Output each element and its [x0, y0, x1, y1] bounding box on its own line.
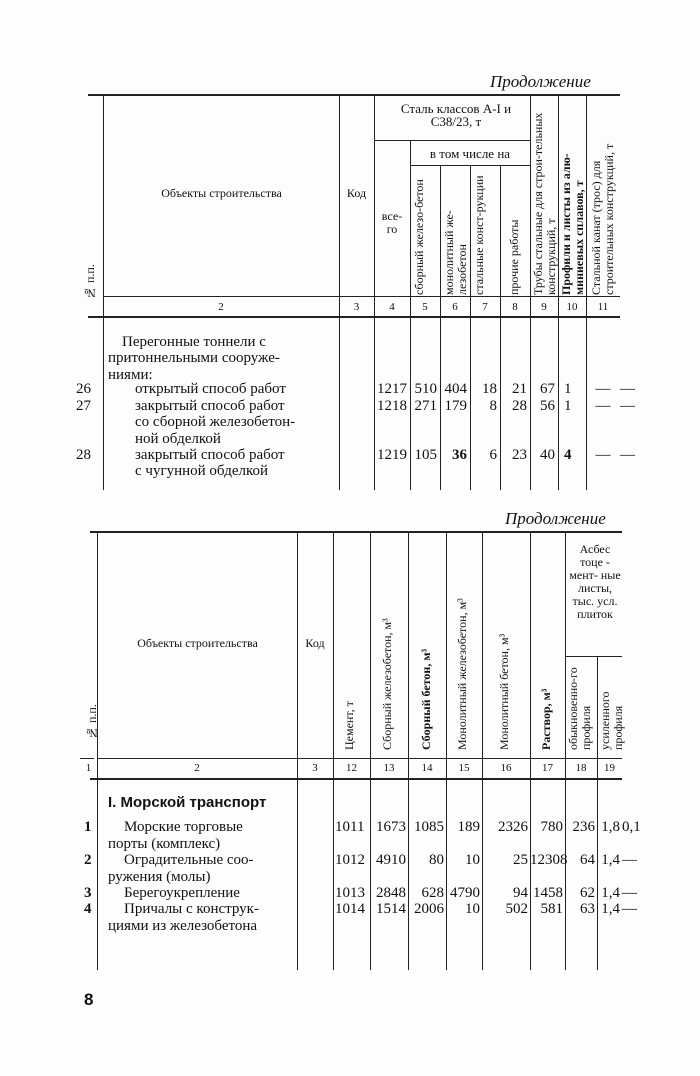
cell-value: 1514	[376, 901, 406, 917]
cell-value: 2006	[414, 901, 444, 917]
header-divider	[103, 296, 620, 297]
cell-value: 64	[580, 852, 595, 868]
column-number: 13	[383, 762, 395, 774]
cell-value: 1,4	[601, 852, 620, 868]
header-c5: сборный железо-бетон	[412, 179, 426, 295]
continuation-label-1: Продолжение	[490, 72, 591, 91]
cell-value: 8	[489, 398, 497, 414]
cell-value: —	[620, 447, 635, 463]
column-number: 19	[604, 762, 615, 774]
column-rule	[500, 165, 501, 490]
cell-value: 1	[564, 398, 572, 414]
column-number: 18	[575, 762, 587, 774]
row-label: Морские торговые	[124, 819, 243, 835]
cell-value: 6	[489, 447, 497, 463]
cell-value: 18	[482, 381, 497, 397]
header-c8: прочие работы	[507, 219, 521, 295]
row-label: Перегонные тоннели с	[122, 334, 266, 350]
column-number: 11	[597, 301, 609, 313]
row-label: Берегоукрепление	[124, 885, 240, 901]
header-total: все-го	[381, 209, 403, 236]
header-c11: Стальной канат (трос) для строительных конструкций, т	[589, 143, 616, 295]
cell-value: —	[620, 381, 635, 397]
header-steel: Сталь классов А-I и С38/23, т	[400, 101, 512, 129]
row-label: закрытый способ работ	[135, 398, 285, 414]
row-label: открытый способ работ	[135, 381, 286, 397]
cell-value: 4910	[376, 852, 406, 868]
header-c14: Сборный бетон, м³	[419, 648, 433, 750]
row-number: 27	[76, 398, 91, 414]
cell-value: 1,8	[601, 819, 620, 835]
cell-value: 271	[414, 398, 437, 414]
cell-value: 62	[580, 885, 595, 901]
column-number: 1	[85, 762, 92, 774]
cell-value: 1218	[377, 398, 407, 414]
column-number: 15	[458, 762, 470, 774]
header-c17: Раствор, м³	[539, 688, 553, 750]
header-c7: стальные конст-рукции	[472, 175, 486, 295]
column-number: 12	[346, 762, 357, 774]
row-number: 2	[84, 852, 92, 868]
column-rule	[470, 165, 471, 490]
column-number: 17	[542, 762, 553, 774]
section-heading: I. Морской транспорт	[108, 794, 267, 811]
cell-value: 1011	[335, 819, 365, 835]
row-label: ружения (молы)	[108, 869, 211, 885]
header-c16: Монолитный бетон, м³	[497, 633, 511, 750]
cell-value: —	[595, 398, 611, 414]
column-rule	[339, 94, 340, 490]
cell-value: 236	[572, 819, 595, 835]
header-divider	[97, 758, 622, 759]
cell-value: 21	[512, 381, 527, 397]
row-number: 26	[76, 381, 91, 397]
cell-value: 12308	[530, 852, 568, 868]
cell-value: 1	[564, 381, 572, 397]
cell-value: 56	[540, 398, 555, 414]
cell-value: 628	[421, 885, 444, 901]
cell-value: 23	[512, 447, 527, 463]
row-label: ной обделкой	[135, 430, 221, 447]
cell-value: 4	[564, 447, 572, 463]
cell-value: 67	[540, 381, 555, 397]
cell-value: 1458	[533, 885, 563, 901]
cell-value: —	[595, 447, 611, 463]
row-number: 28	[76, 447, 91, 463]
cell-value: 502	[505, 901, 528, 917]
column-number: 14	[421, 762, 433, 774]
column-number: 16	[500, 762, 512, 774]
column-rule	[440, 165, 441, 490]
column-rule	[97, 531, 98, 970]
column-rule	[597, 656, 598, 970]
cell-value: —	[622, 885, 637, 901]
cell-value: —	[620, 398, 635, 414]
cell-value: 10	[465, 852, 480, 868]
header-objects-2: Объекты строительства	[137, 636, 258, 650]
header-num-2: № п.п.	[85, 704, 99, 740]
header-num: № п.п.	[83, 264, 97, 300]
column-number: 2	[194, 762, 200, 774]
cell-value: 189	[457, 819, 480, 835]
column-number: 9	[541, 301, 547, 313]
column-rule	[103, 94, 104, 490]
column-number: 4	[389, 301, 395, 313]
cell-value: 28	[512, 398, 527, 414]
cell-value: 25	[513, 852, 528, 868]
header-c6: монолитный же-лезобетон	[442, 210, 469, 295]
cell-value: 179	[444, 398, 467, 414]
cell-value: 40	[540, 447, 555, 463]
column-rule	[530, 94, 531, 490]
cell-value: 80	[429, 852, 444, 868]
column-number: 8	[512, 301, 518, 313]
header-c13: Сборный железобетон, м³	[380, 618, 394, 750]
header-including: в том числе на	[429, 146, 511, 161]
cell-value: 1,4	[601, 901, 620, 917]
header-c10: Профили и листы из алю-миниевых сплавов, т	[559, 153, 586, 295]
cell-value: 2848	[376, 885, 406, 901]
header-asbestos: Асбес тоце - мент- ные листы, тыс. усл. плиток	[569, 542, 621, 621]
cell-value: 1014	[335, 901, 365, 917]
column-rule	[410, 140, 411, 490]
column-rule	[297, 531, 298, 970]
cell-value: 4790	[450, 885, 480, 901]
cell-value: 2326	[498, 819, 528, 835]
column-number: 10	[566, 301, 578, 313]
cell-value: 1217	[377, 381, 407, 397]
cell-value: 94	[513, 885, 528, 901]
cell-value: 1673	[376, 819, 406, 835]
row-label: циями из железобетона	[108, 918, 258, 934]
column-rule	[586, 94, 587, 490]
header-c15: Монолитный железобетон, м³	[455, 598, 469, 750]
cell-value: 404	[444, 381, 467, 397]
row-label: со сборной железобетон-	[135, 414, 296, 431]
column-rule	[374, 94, 375, 490]
cell-value: 581	[540, 901, 563, 917]
cell-value: 1,4	[601, 885, 620, 901]
column-number: 6	[452, 301, 458, 313]
row-label: ниями:	[108, 366, 153, 383]
column-number: 3	[312, 762, 318, 774]
cell-value: 0,1	[622, 819, 641, 835]
header-c19: усиленного профиля	[598, 691, 625, 750]
row-number: 4	[84, 901, 92, 917]
header-objects: Объекты строительства	[161, 186, 282, 200]
cell-value: —	[595, 381, 611, 397]
cell-value: 1219	[377, 447, 407, 463]
row-label: Оградительные соо-	[124, 852, 254, 868]
row-number: 3	[84, 885, 92, 901]
header-c9: Трубы стальные для строи-тельных конструкций, т	[531, 112, 558, 295]
header-divider	[80, 758, 94, 759]
cell-value: 510	[414, 381, 437, 397]
column-number: 5	[422, 301, 428, 313]
cell-value: 1085	[414, 819, 444, 835]
cell-value: 780	[540, 819, 563, 835]
column-number: 3	[353, 301, 360, 313]
cell-value: 36	[452, 447, 467, 463]
cell-value: —	[622, 901, 637, 917]
header-code-2: Код	[305, 636, 325, 650]
header-code: Код	[346, 186, 367, 200]
cell-value: —	[622, 852, 637, 868]
column-number: 2	[218, 301, 224, 313]
header-c12: Цемент, т	[342, 701, 356, 750]
row-label: закрытый способ работ	[135, 447, 285, 463]
cell-value: 1012	[335, 852, 365, 868]
cell-value: 105	[414, 447, 437, 463]
column-number: 7	[482, 301, 488, 313]
row-number: 1	[84, 819, 92, 835]
continuation-label-2: Продолжение	[505, 509, 606, 528]
page-number: 8	[84, 990, 94, 1009]
row-label: порты (комплекс)	[108, 836, 221, 852]
row-label: притоннельными сооруже-	[108, 350, 280, 367]
cell-value: 63	[580, 901, 595, 917]
header-c18: обыкновенно-го профиля	[566, 667, 593, 750]
row-label: Причалы с конструк-	[124, 901, 259, 917]
column-rule	[558, 94, 559, 490]
cell-value: 10	[465, 901, 480, 917]
cell-value: 1013	[335, 885, 365, 901]
row-label: с чугунной обделкой	[135, 463, 269, 480]
